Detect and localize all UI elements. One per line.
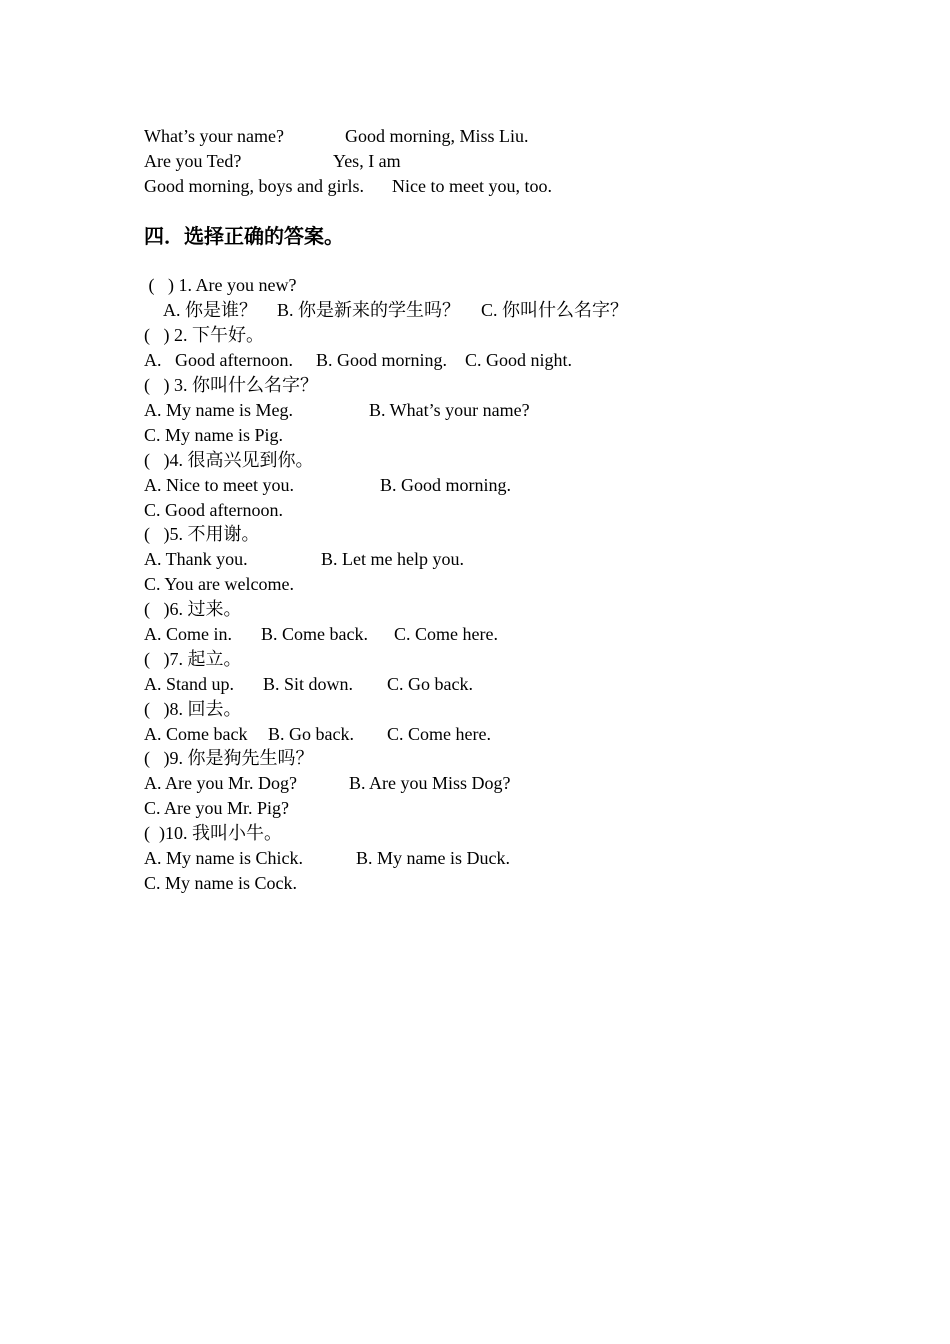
intro-line-3-right: Nice to meet you, too.: [392, 176, 552, 196]
option-b: B. Come back.: [261, 624, 368, 644]
option-b: B. Good morning.: [316, 350, 448, 370]
option-c: C. You are welcome.: [144, 574, 294, 594]
option-a: A. Stand up.: [144, 674, 234, 694]
question-9: ( )9. 你是狗先生吗？: [144, 748, 314, 768]
intro-line-3-left: Good morning, boys and girls.: [144, 176, 364, 196]
option-a: A. Nice to meet you.: [144, 475, 294, 495]
intro-line-2-left: Are you Ted?: [144, 151, 242, 171]
intro-line-2-right: Yes, I am: [333, 151, 401, 171]
option-b: B. Go back.: [268, 724, 354, 744]
option-c: C. Are you Mr. Pig?: [144, 798, 290, 818]
option-c: C. My name is Pig.: [144, 425, 284, 445]
option-a: A. Are you Mr. Dog?: [144, 773, 297, 793]
option-a: A. Come in.: [144, 624, 232, 644]
option-a: A. My name is Meg.: [144, 400, 293, 420]
question-4: ( )4. 很高兴见到你。: [144, 450, 314, 470]
question-8: ( )8. 回去。: [144, 699, 242, 719]
option-b: B. What’s your name?: [369, 400, 530, 420]
question-2: ( ) 2. 下午好。: [144, 325, 264, 345]
question-3: ( ) 3. 你叫什么名字？: [144, 375, 318, 395]
option-b: B. Let me help you.: [321, 549, 464, 569]
option-c: C. My name is Cock.: [144, 873, 297, 893]
option-a: A. Good afternoon.: [144, 350, 293, 370]
option-b: B. Sit down.: [263, 674, 354, 694]
option-b: B. Good morning.: [380, 475, 512, 495]
intro-line-1-left: What’s your name?: [144, 126, 284, 146]
option-b: B. Are you Miss Dog?: [349, 773, 511, 793]
question-10: ( )10. 我叫小牛。: [144, 823, 282, 843]
option-a: A. Thank you.: [144, 549, 248, 569]
intro-line-1-right: Good morning, Miss Liu.: [345, 126, 529, 146]
option-a: A. My name is Chick.: [144, 848, 303, 868]
option-a: A. Come back: [144, 724, 248, 744]
option-c: C. 你叫什么名字？: [481, 300, 629, 320]
option-a: A. 你是谁？: [163, 300, 257, 320]
option-c: C. Good night.: [465, 350, 573, 370]
option-c: C. Go back.: [387, 674, 473, 694]
option-c: C. Come here.: [394, 624, 498, 644]
question-5: ( )5. 不用谢。: [144, 524, 260, 544]
question-7: ( )7. 起立。: [144, 649, 242, 669]
option-b: B. My name is Duck.: [356, 848, 510, 868]
section-title: 四．选择正确的答案。: [144, 224, 344, 248]
question-10-options-row-1: [144, 846, 664, 946]
option-b: B. 你是新来的学生吗？: [277, 300, 461, 320]
question-1: ( ) 1. Are you new?: [144, 275, 297, 295]
question-6: ( )6. 过来。: [144, 599, 242, 619]
option-c: C. Good afternoon.: [144, 500, 283, 520]
option-c: C. Come here.: [387, 724, 491, 744]
